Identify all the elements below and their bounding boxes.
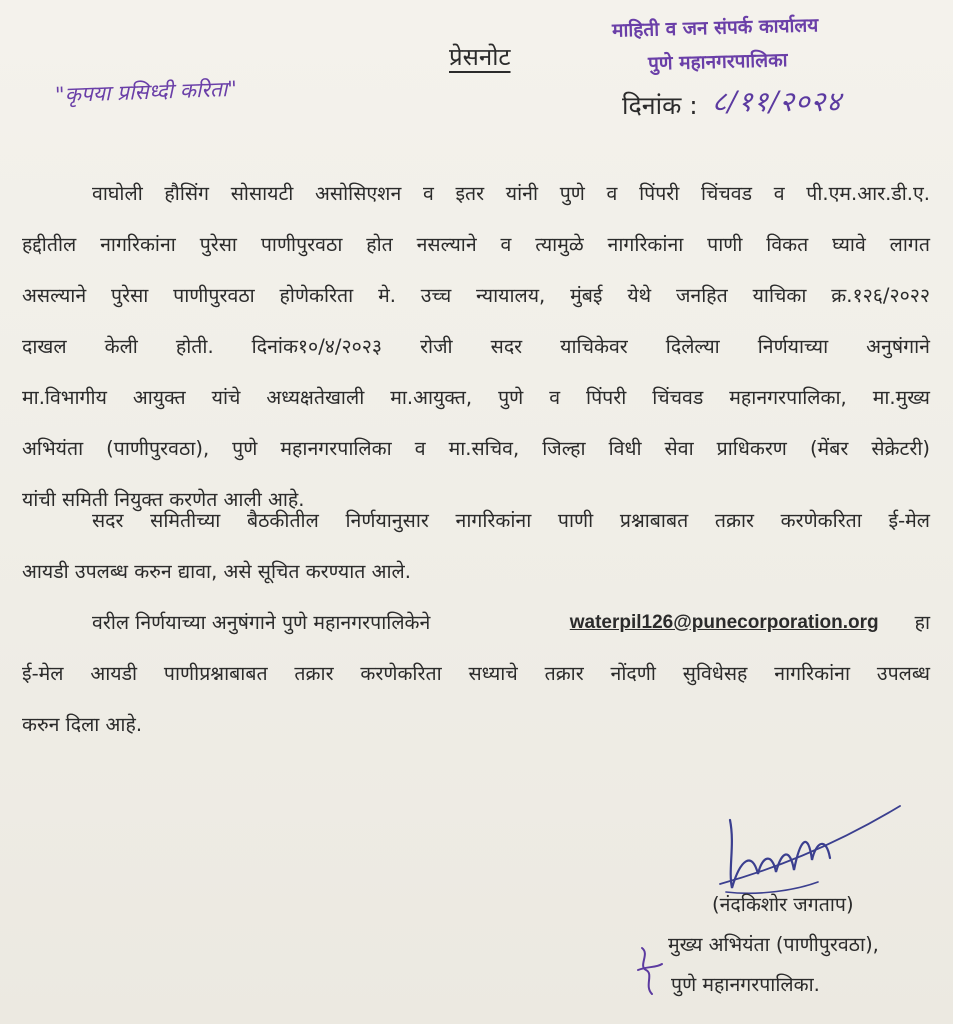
signatory-organization: पुणे महानगरपालिका. bbox=[671, 973, 820, 996]
paragraph-line-prefix: वरील निर्णयाच्या अनुषंगाने पुणे महानगरपालिकेने bbox=[92, 611, 431, 634]
paragraph-line: करुन दिला आहे. bbox=[22, 713, 143, 736]
signatory-designation: मुख्य अभियंता (पाणीपुरवठा), bbox=[668, 933, 879, 956]
paragraph-line: सदर समितीच्या बैठकीतील निर्णयानुसार नागरिकांना पाणी प्रश्नाबाबत तक्रार करणेकरिता ई-मेल bbox=[92, 509, 930, 532]
complaint-email-link[interactable]: waterpil126@punecorporation.org bbox=[569, 612, 879, 633]
paragraph-3 bbox=[22, 597, 930, 750]
paragraph-line: अभियंता (पाणीपुरवठा), पुणे महानगरपालिका व मा.सचिव, जिल्हा विधी सेवा प्राधिकरण (मेंबर सेक्रेटरी) bbox=[22, 437, 930, 460]
paragraph-line-with-email bbox=[22, 597, 930, 648]
office-stamp-line2: पुणे महानगरपालिका bbox=[647, 49, 788, 75]
page-title: प्रेसनोट bbox=[449, 43, 511, 71]
initials-mark bbox=[630, 940, 670, 1000]
paragraph-1 bbox=[22, 168, 930, 525]
paragraph-line: ई-मेल आयडी पाणीप्रश्नाबाबत तक्रार करणेकरिता सध्याचे तक्रार नोंदणी सुविधेसह नागरिकांना उपलब्ध bbox=[22, 662, 930, 685]
date-label: दिनांक : bbox=[622, 91, 698, 120]
paragraph-line: असल्याने पुरेसा पाणीपुरवठा होणेकरिता मे. उच्च न्यायालय, मुंबई येथे जनहित याचिका क्र.१२६/२०२२ bbox=[22, 284, 930, 307]
paragraph-2 bbox=[22, 495, 930, 597]
signatory-name: (नंदकिशोर जगताप) bbox=[712, 893, 854, 916]
paragraph-line: यांची समिती नियुक्त करणेत आली आहे. bbox=[22, 488, 305, 511]
paragraph-line: हद्दीतील नागरिकांना पुरेसा पाणीपुरवठा होत नसल्याने व त्यामुळे नागरिकांना पाणी विकत घ्यावे लागत bbox=[22, 233, 930, 256]
paragraph-line: वाघोली हौसिंग सोसायटी असोसिएशन व इतर यांनी पुणे व पिंपरी चिंचवड व पी.एम.आर.डी.ए. bbox=[92, 182, 930, 205]
paragraph-line: आयडी उपलब्ध करुन द्यावा, असे सूचित करण्यात आले. bbox=[22, 560, 411, 583]
paragraph-line-suffix: हा bbox=[914, 611, 930, 634]
paragraph-line: दाखल केली होती. दिनांक१०/४/२०२३ रोजी सदर याचिकेवर दिलेल्या निर्णयाच्या अनुषंगाने bbox=[22, 335, 930, 358]
office-stamp-line1: माहिती व जन संपर्क कार्यालय bbox=[611, 14, 819, 42]
publish-note: "कृपया प्रसिध्दी करिता" bbox=[54, 76, 238, 108]
date-value: ८/११/२०२४ bbox=[712, 85, 842, 118]
paragraph-line: मा.विभागीय आयुक्त यांचे अध्यक्षतेखाली मा.आयुक्त, पुणे व पिंपरी चिंचवड महानगरपालिका, मा.मुख्य bbox=[22, 386, 930, 409]
